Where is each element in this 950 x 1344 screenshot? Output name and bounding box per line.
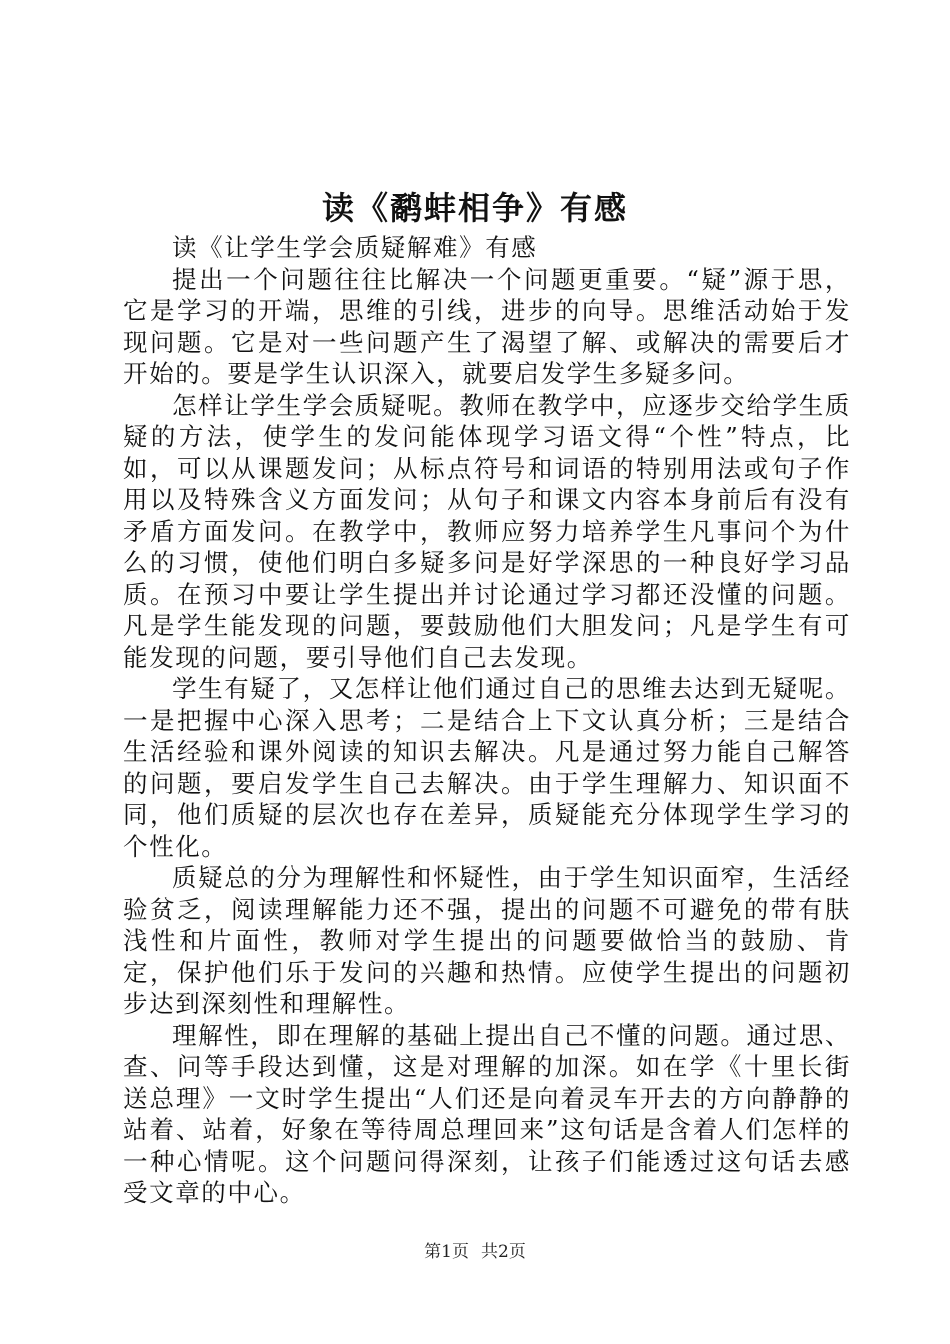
paragraph: 读《让学生学会质疑解难》有感 bbox=[172, 233, 538, 262]
page-footer bbox=[0, 1240, 950, 1264]
page-total: 共2页 bbox=[481, 1242, 526, 1262]
paragraph: 怎样让学生学会质疑呢。教师在教学中，应逐步交给学生质疑的方法，使学生的发问能体现学习语文得“个性”特点，比如，可以从课题发问；从标点符号和词语的特别用法或句子作用以及特殊含义方面发问；从句子和课文内容本身前后有没有矛盾方面发问。在教学中，教师应努力培养学生凡事问个为什么的习惯，使他们明白多疑多问是好学深思的一种良好学习品质。在预习中要让学生提出并讨论通过学习都还没懂的问题。凡是学生能发现的问题，要鼓励他们大胆发问；凡是学生有可能发现的问题，要引导他们自己去发现。 bbox=[123, 390, 851, 672]
document-title: 读《鹬蚌相争》有感 bbox=[321, 189, 628, 227]
paragraph: 质疑总的分为理解性和怀疑性，由于学生知识面窄，生活经验贫乏，阅读理解能力还不强，提出的问题不可避免的带有肤浅性和片面性，教师对学生提出的问题要做恰当的鼓励、肯定，保护他们乐于发问的兴趣和热情。应使学生提出的问题初步达到深刻性和理解性。 bbox=[123, 863, 851, 1018]
document-body bbox=[123, 232, 851, 1209]
paragraph: 理解性，即在理解的基础上提出自己不懂的问题。通过思、查、问等手段达到懂，这是对理解的加深。如在学《十里长街送总理》一文时学生提出“人们还是向着灵车开去的方向静静的站着、站着，好象在等待周总理回来”这句话是含着人们怎样的一种心情呢。这个问题问得深刻，让孩子们能透过这句话去感受文章的中心。 bbox=[123, 1020, 851, 1207]
paragraph: 学生有疑了，又怎样让他们通过自己的思维去达到无疑呢。一是把握中心深入思考；二是结合上下文认真分析；三是结合生活经验和课外阅读的知识去解决。凡是通过努力能自己解答的问题，要启发学生自己去解决。由于学生理解力、知识面不同，他们质疑的层次也存在差异，质疑能充分体现学生学习的个性化。 bbox=[123, 674, 851, 861]
paragraph: 提出一个问题往往比解决一个问题更重要。“疑”源于思，它是学习的开端，思维的引线，进步的向导。思维活动始于发现问题。它是对一些问题产生了渴望了解、或解决的需要后才开始的。要是学生认识深入，就要启发学生多疑多问。 bbox=[123, 264, 851, 388]
page-number: 第1页 bbox=[424, 1242, 469, 1262]
